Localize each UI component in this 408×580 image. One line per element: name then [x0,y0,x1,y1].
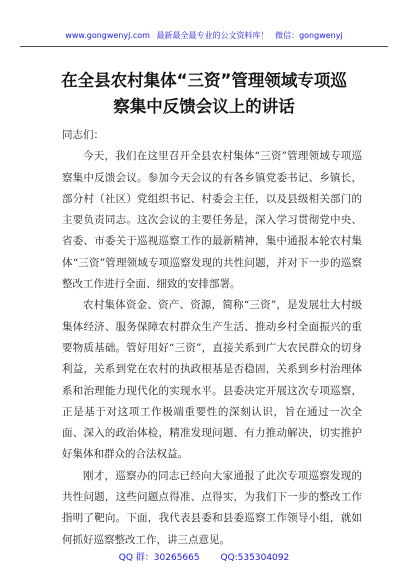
paragraph-1: 今天，我们在这里召开全县农村集体“三资”管理领域专项巡察集中反馈会议。参加今天会议的有各乡镇党委书记、乡镇长，部分村（社区）党组织书记、村委会主任，以及县级相关部门的主要负责同志。这次会议的主要任务是，深入学习贯彻党中央、省委、市委关于巡视巡察工作的最新精神，集中通报本轮农村集体“三资”管理领域专项巡察发现的共性问题，并对下一步的巡察整改工作进行全面、细致的安排部署。 [62,150,362,291]
qq-group: QQ 群：30265665 [118,553,200,563]
paragraph-2: 农村集体资金、资产、资源，简称“三资”，是发展壮大村级集体经济、服务保障农村群众生产生活、推动乡村全面振兴的重要物质基础。管好用好“三资”，直接关系到广大农民群众的切身利益，关系到党在农村的执政根基是否稳固，关系到乡村治理体系和治理能力现代化的实现水平。县委决定开展这次专项巡察，正是基于对这项工作极端重要性的深刻认识，旨在通过一次全面、深入的政治体检，精准发现问题、有力推动解决，切实推护好集体和群众的合法权益。 [62,299,362,461]
footer-contact [0,550,408,563]
header-banner [0,30,408,41]
header-divider [20,46,388,47]
salutation: 同志们： [62,129,104,141]
title-line-2: 察集中反馈会议上的讲话 [113,97,295,116]
document-title [40,68,368,120]
site-url[interactable]: www.gongwenyj.com [65,31,150,40]
site-slogan: 最新最全最专业的公文资料库！ [156,31,269,40]
paragraph-3: 刚才，巡察办的同志已经向大家通报了此次专项巡察发现的共性问题，这些问题点得准、点得实，为我们下一步的整改工作指明了靶向。下面，我代表县委和县委巡察工作领导小组，就如何抓好巡察整改工作，讲三点意见。 [62,469,362,546]
document-body [62,125,362,551]
qq-number: QQ:535304092 [220,553,290,563]
wechat-id: 微信：gongwenyj [275,31,343,40]
title-line-1: 在全县农村集体“三资”管理领域专项巡 [61,71,347,90]
